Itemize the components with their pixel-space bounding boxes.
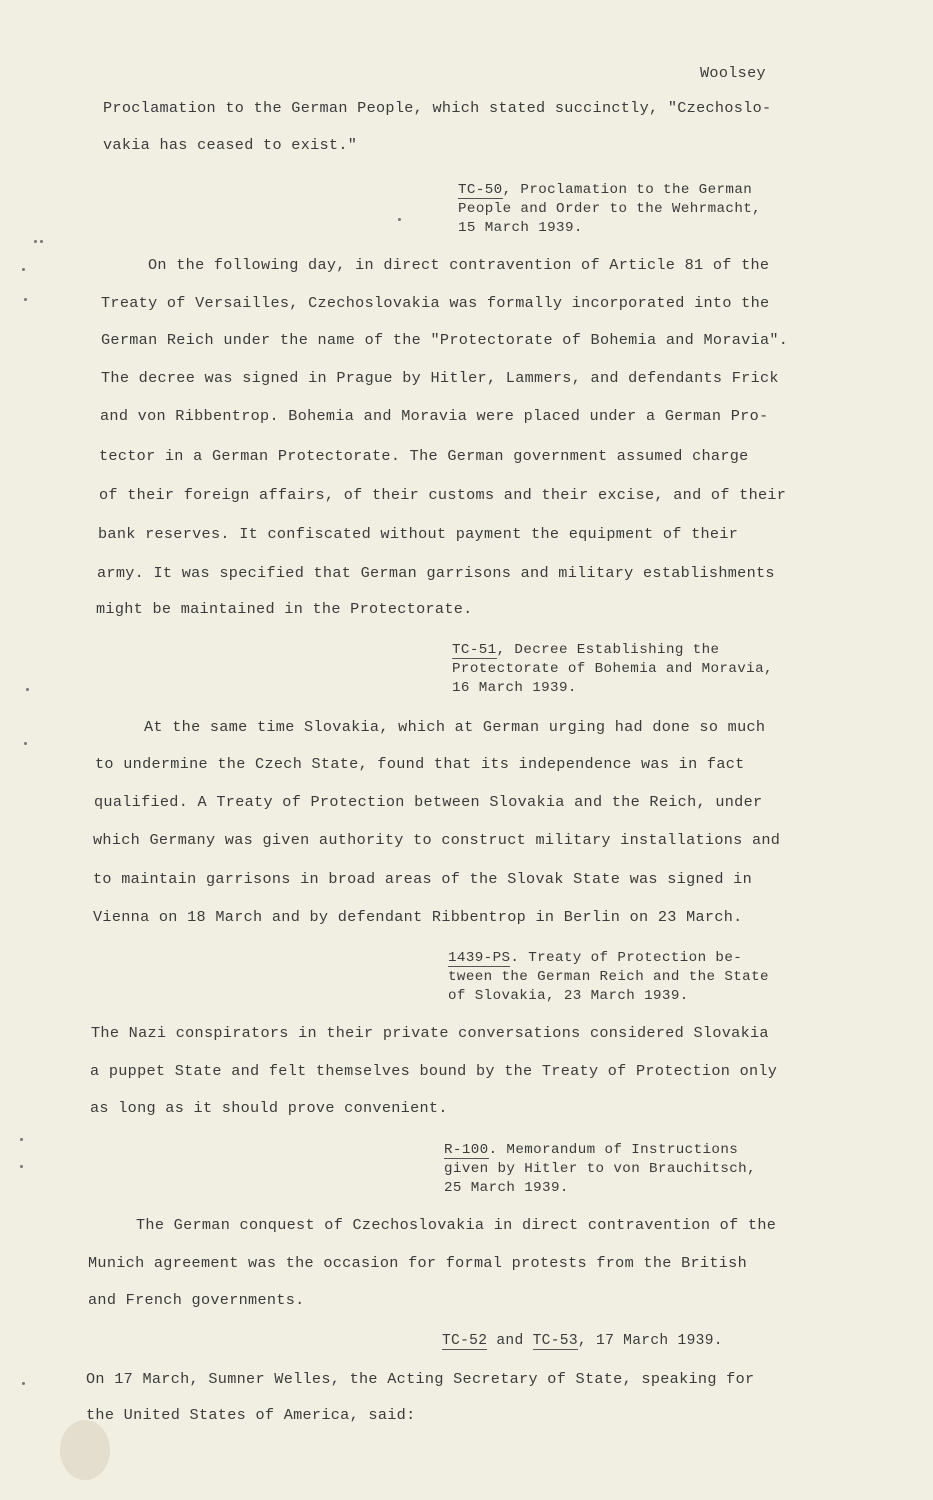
text-line: might be maintained in the Protectorate.	[96, 600, 473, 618]
text-line: as long as it should prove convenient.	[90, 1099, 448, 1117]
text-line: The Nazi conspirators in their private conversations considered Slovakia	[91, 1024, 769, 1042]
text-line: to undermine the Czech State, found that its independence was in fact	[95, 755, 745, 773]
citation-r100: R-100. Memorandum of Instructions	[444, 1142, 739, 1158]
citation-line: 15 March 1939.	[458, 220, 583, 236]
citation-tc50: TC-50, Proclamation to the German	[458, 182, 753, 198]
author-name: Woolsey	[700, 64, 766, 82]
citation-code: TC-53	[532, 1333, 578, 1349]
text-line: Proclamation to the German People, which stated succinctly, "Czechoslo-	[103, 99, 772, 117]
text-line: Vienna on 18 March and by defendant Ribbentrop in Berlin on 23 March.	[93, 908, 743, 926]
citation-code: TC-52	[442, 1333, 488, 1349]
text-line: Treaty of Versailles, Czechoslovakia was formally incorporated into the	[101, 294, 770, 312]
margin-dot	[34, 240, 37, 243]
citation-code: TC-50	[458, 182, 503, 198]
text-line: and French governments.	[88, 1291, 305, 1309]
text-line: tector in a German Protectorate. The German government assumed charge	[99, 447, 749, 465]
margin-dot	[24, 298, 27, 301]
text-line: On the following day, in direct contravention of Article 81 of the	[148, 256, 770, 274]
margin-dot	[398, 218, 401, 221]
citation-line: of Slovakia, 23 March 1939.	[448, 988, 689, 1004]
citation-line: Protectorate of Bohemia and Moravia,	[452, 661, 773, 677]
citation-line: given by Hitler to von Brauchitsch,	[444, 1161, 756, 1177]
text-line: army. It was specified that German garrisons and military establishments	[97, 564, 775, 582]
citation-code: TC-51	[452, 642, 497, 658]
margin-dot	[22, 1382, 25, 1385]
text-line: to maintain garrisons in broad areas of the Slovak State was signed in	[93, 870, 752, 888]
text-line: Munich agreement was the occasion for formal protests from the British	[88, 1254, 747, 1272]
text-line: The decree was signed in Prague by Hitler, Lammers, and defendants Frick	[101, 369, 779, 387]
text-line: At the same time Slovakia, which at German urging had done so much	[144, 718, 766, 736]
citation-line: People and Order to the Wehrmacht,	[458, 201, 762, 217]
citation-1439ps: 1439-PS. Treaty of Protection be-	[448, 950, 743, 966]
margin-dot	[26, 688, 29, 691]
text-line: the United States of America, said:	[86, 1406, 416, 1424]
text-line: bank reserves. It confiscated without payment the equipment of their	[98, 525, 739, 543]
citation-line: tween the German Reich and the State	[448, 969, 769, 985]
text-line: which Germany was given authority to construct military installations and	[93, 831, 781, 849]
text-line: German Reich under the name of the "Protectorate of Bohemia and Moravia".	[101, 331, 789, 349]
text-line: a puppet State and felt themselves bound by the Treaty of Protection only	[90, 1062, 778, 1080]
margin-dot	[22, 268, 25, 271]
text-line: On 17 March, Sumner Welles, the Acting Secretary of State, speaking for	[86, 1370, 755, 1388]
citation-line: 16 March 1939.	[452, 680, 577, 696]
margin-dot	[20, 1165, 23, 1168]
margin-dot	[24, 742, 27, 745]
text-line: The German conquest of Czechoslovakia in direct contravention of the	[136, 1216, 777, 1234]
citation-tc52-tc53: TC-52 and TC-53, 17 March 1939.	[442, 1333, 723, 1349]
citation-code: R-100	[444, 1142, 489, 1158]
text-line: qualified. A Treaty of Protection between Slovakia and the Reich, under	[94, 793, 763, 811]
citation-tc51: TC-51, Decree Establishing the	[452, 642, 720, 658]
text-line: and von Ribbentrop. Bohemia and Moravia were placed under a German Pro-	[100, 407, 769, 425]
citation-code: 1439-PS	[448, 950, 511, 966]
paper-stain	[60, 1420, 110, 1480]
citation-line: 25 March 1939.	[444, 1180, 569, 1196]
margin-dot	[20, 1138, 23, 1141]
margin-dot	[40, 240, 43, 243]
text-line: of their foreign affairs, of their customs and their excise, and of their	[99, 486, 787, 504]
text-line: vakia has ceased to exist."	[103, 136, 358, 154]
